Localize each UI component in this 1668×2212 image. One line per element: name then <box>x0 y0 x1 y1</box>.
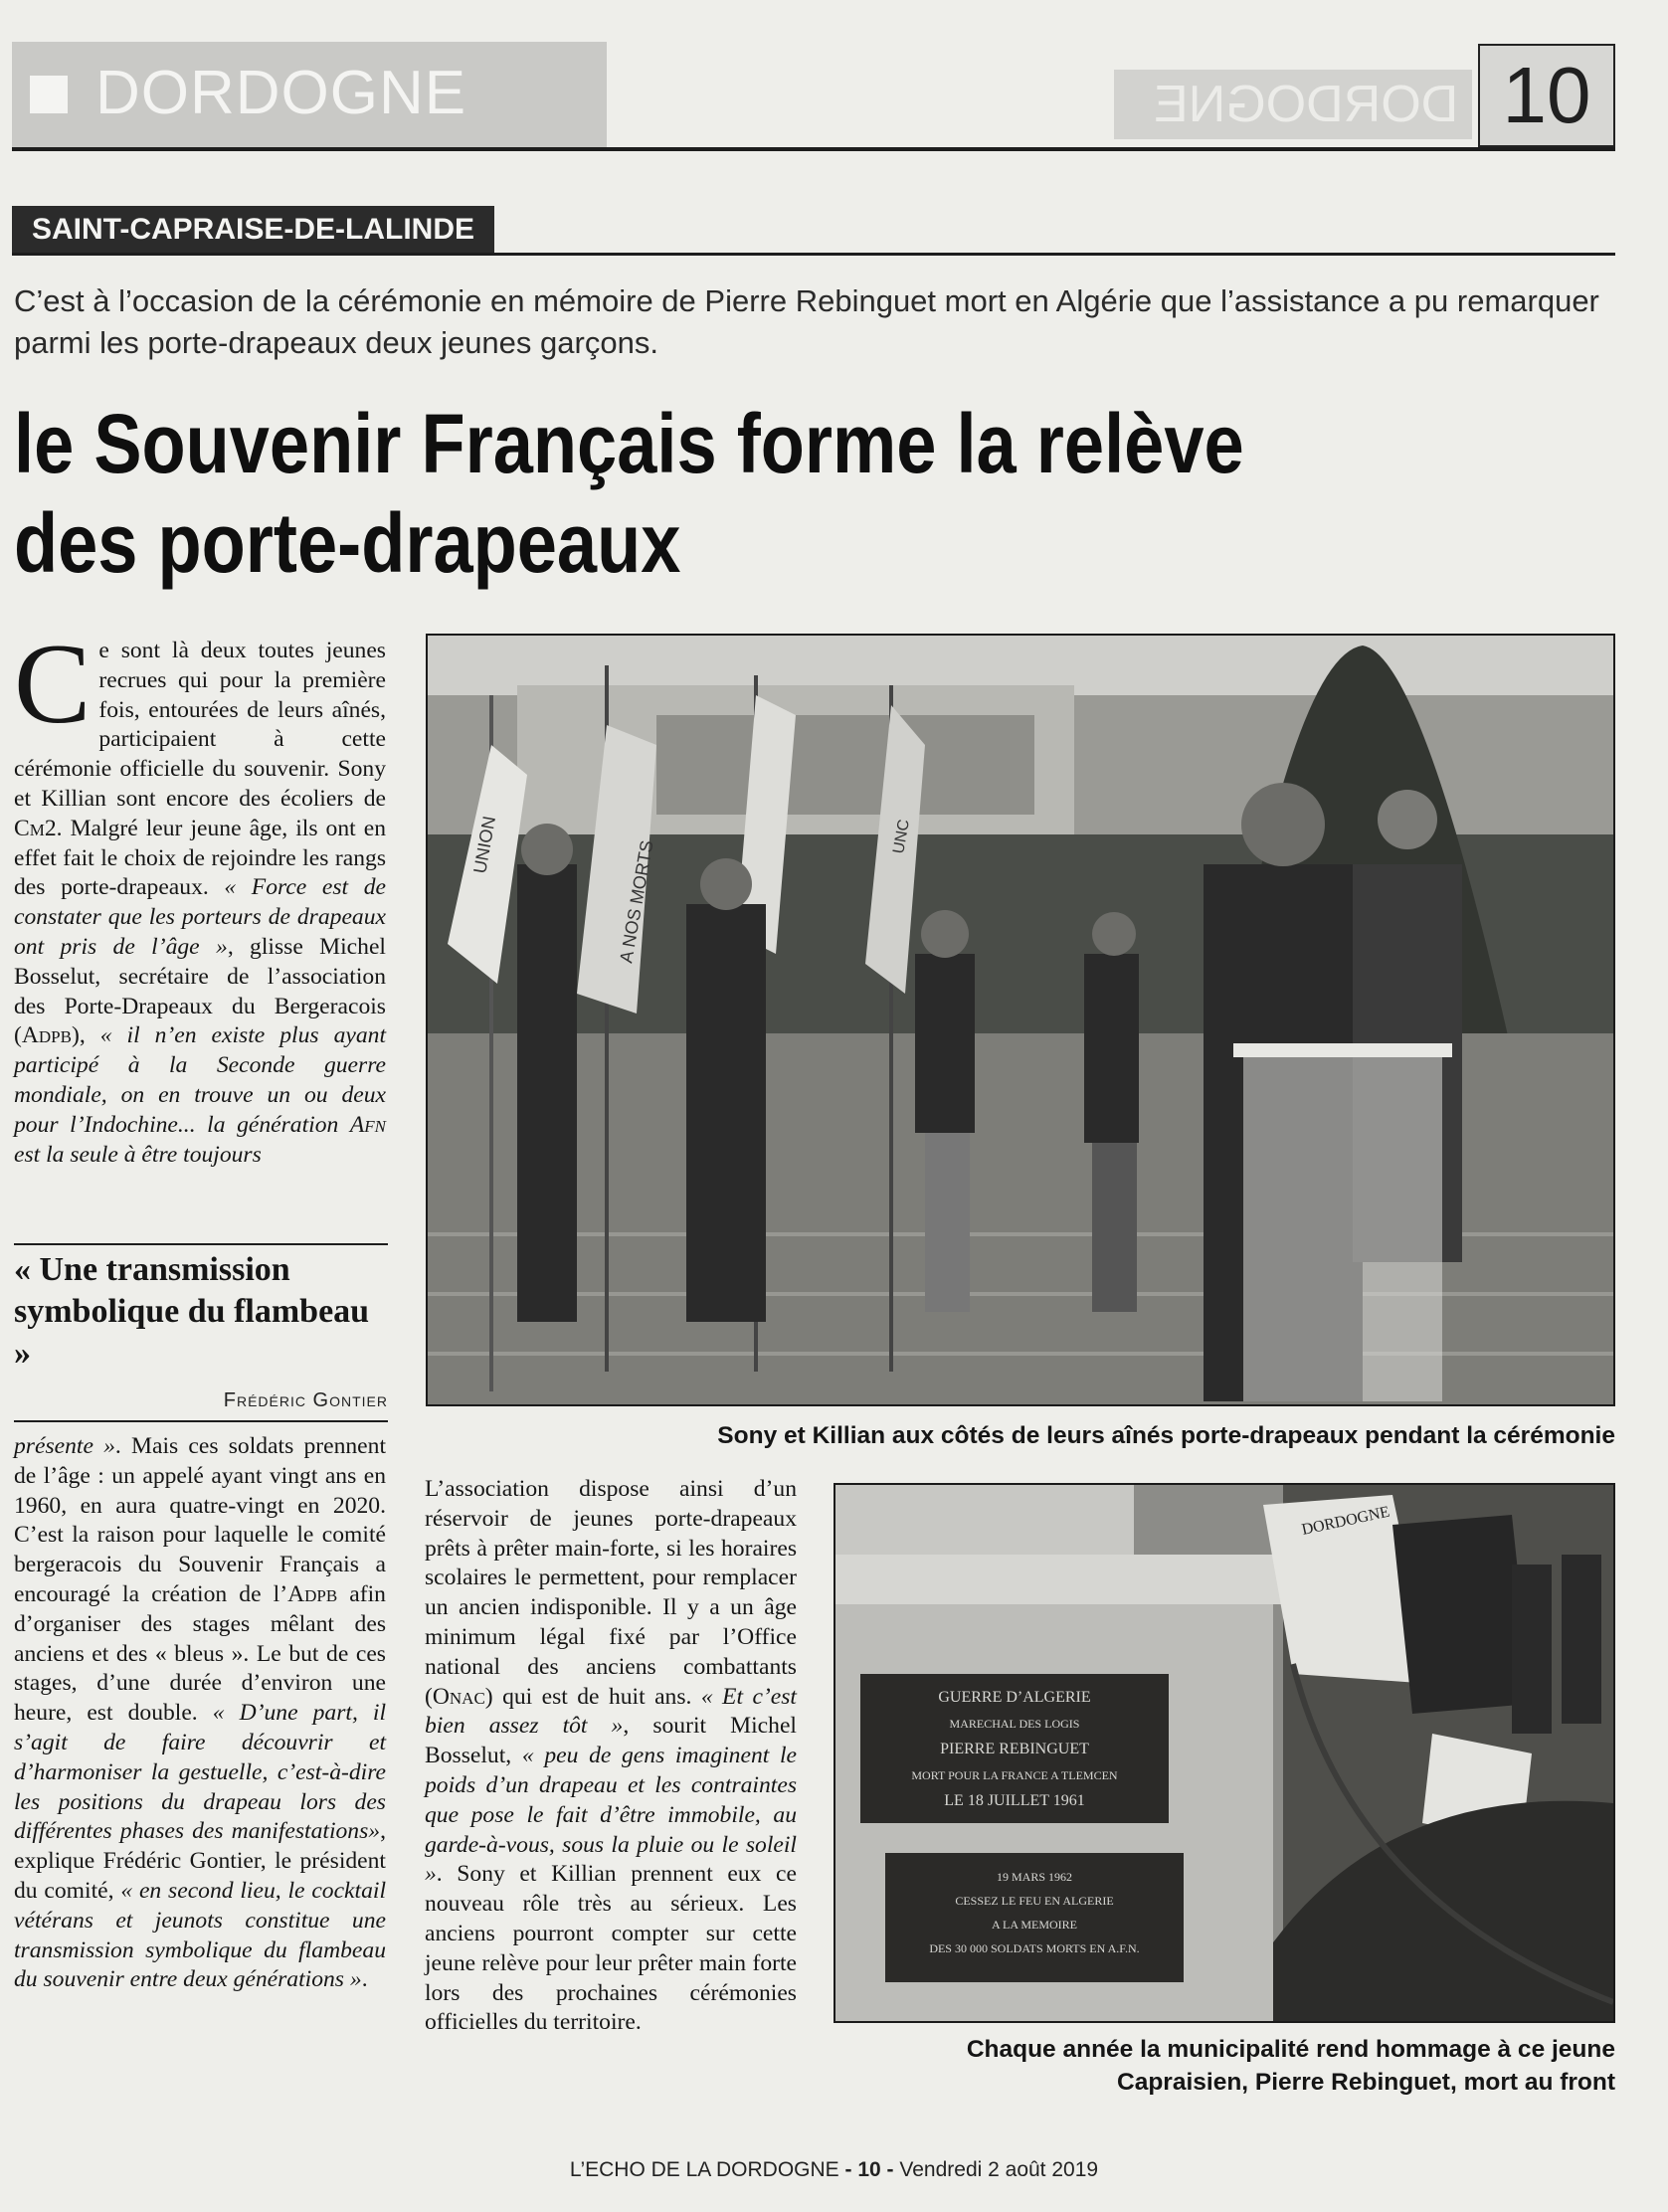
intertitle-rule-top <box>14 1243 388 1245</box>
rubric-label: SAINT-CAPRAISE-DE-LALINDE <box>12 206 494 254</box>
footer-paper: L’ECHO DE LA DORDOGNE <box>569 2158 839 2181</box>
footer-date: Vendredi 2 août 2019 <box>899 2158 1099 2181</box>
ceremony-illustration <box>428 636 1613 1404</box>
headline-line-1: le Souvenir Français forme la relève <box>14 397 1244 490</box>
section-title: DORDOGNE <box>95 59 467 127</box>
article-paragraph: présente ». Mais ces soldats prennent de l’âge : un appelé ayant vingt ans en 1960, en aura quatre-vingt en 2020. C’est la raison pour laquelle le comité bergeracois du Souvenir Français a encouragé la création de l’Adpb afin d’organiser des stages mêlant des anciens et des « bleus ». Le but de ces stages, d’une durée d’environ une heure, est double. « D’une part, il s’agit de faire découvrir et d’harmoniser la gestuelle, c’est-à-dire les positions du drapeau lors des différentes phases des manifestations», explique Frédéric Gontier, le président du comité, « en second lieu, le cocktail vétérans et jeunots constitue une transmission symbolique du flambeau du souvenir entre deux générations ». <box>14 1433 387 1993</box>
rubric-rule <box>12 253 1615 256</box>
plaque2-line4: DES 30 000 SOLDATS MORTS EN A.F.N. <box>929 1941 1140 1955</box>
footer-page: 10 <box>857 2158 881 2181</box>
plaque1-line2: MARECHAL DES LOGIS <box>949 1717 1080 1731</box>
ceremony-photo <box>426 634 1615 1406</box>
intertitle-rule-bottom <box>14 1420 388 1422</box>
article-column-1-top <box>14 621 387 1170</box>
photo-caption-2 <box>834 2033 1615 2099</box>
plaque2-line1: 19 MARS 1962 <box>996 1870 1073 1884</box>
chapeau: C’est à l’occasion de la cérémonie en mémoire de Pierre Rebinguet mort en Algérie que l’assistance a pu remarquer parmi les porte-drapeaux deux jeunes garçons. <box>14 283 1599 360</box>
plaque2-line2: CESSEZ LE FEU EN ALGERIE <box>955 1894 1114 1908</box>
plaque1-line5: LE 18 JUILLET 1961 <box>944 1792 1085 1809</box>
flag-text-1: UNION <box>469 815 500 875</box>
drop-cap: C <box>14 621 92 748</box>
flag-text-3: UNC <box>890 818 913 855</box>
headline-line-2: des porte-drapeaux <box>14 496 681 590</box>
section-square-icon <box>30 76 68 113</box>
byline: Frédéric Gontier <box>223 1389 388 1411</box>
page-footer: L’ECHO DE LA DORDOGNE - 10 - Vendredi 2 août 2019 <box>569 2158 1099 2181</box>
headline <box>14 394 1392 593</box>
page-number: 10 <box>1502 51 1591 139</box>
flag-text-2: A NOS MORTS <box>616 838 657 965</box>
article-paragraph: L’association dispose ainsi d’un réservoir de jeunes porte-drapeaux prêts à prêter main-forte, si les horaires scolaires le permettent, pour remplacer un ancien indisponible. Il y a un âge minimum légal fixé par l’Office national des anciens combattants (Onac) qui est de huit ans. « Et c’est bien assez tôt », sourit Michel Bosselut, « peu de gens imaginent le poids d’un drapeau et les contraintes que pose le fait d’être immobile, au garde-à-vous, sous la pluie ou le soleil ». Sony et Killian prennent eux ce nouveau rôle très au sérieux. Les anciens pourront compter sur cette jeune relève pour leur prêter main forte lors des prochaines cérémonies officielles du territoire. <box>425 1476 798 2036</box>
article-paragraph: Ce sont là deux toutes jeunes recrues qui pour la première fois, entourées de leurs aînés, participaient à cette cérémonie officielle du souvenir. Sony et Killian sont encore des écoliers de Cm2. Malgré leur jeune âge, ils ont en effet fait le choix de rejoindre les rangs des porte-drapeaux. « Force est de constater que les porteurs de drapeaux ont pris de l’âge », glisse Michel Bosselut, secrétaire de l’association des Porte-Drapeaux du Bergeracois (Adpb), « il n’en existe plus ayant participé à la Seconde guerre mondiale, on en trouve un ou deux pour l’Indochine... la génération Afn est la seule à être toujours <box>14 621 387 1168</box>
show-through-text: DORDOGNE <box>1154 76 1459 133</box>
plaque1-line1: GUERRE D’ALGERIE <box>938 1689 1091 1706</box>
memorial-photo <box>834 1483 1615 2023</box>
article-column-1-bottom <box>14 1432 386 1995</box>
plaque1-line3: PIERRE REBINGUET <box>940 1741 1089 1757</box>
header-rule <box>12 147 1615 151</box>
memorial-illustration <box>835 1485 1613 2021</box>
plaque2-line3: A LA MEMOIRE <box>991 1918 1078 1932</box>
intertitle: « Une transmission symbolique du flambeau » <box>14 1251 370 1372</box>
article-column-2 <box>425 1475 797 2038</box>
photo-caption-2-line-1: Chaque année la municipalité rend hommage à ce jeune <box>966 2036 1615 2063</box>
photo-caption-1: Sony et Killian aux côtés de leurs aînés porte-drapeaux pendant la cérémonie <box>717 1422 1615 1449</box>
plaque1-line4: MORT POUR LA FRANCE A TLEMCEN <box>911 1768 1118 1782</box>
flag-text-dordogne: DORDOGNE <box>1300 1503 1391 1539</box>
photo-caption-2-line-2: Capraisien, Pierre Rebinguet, mort au front <box>1117 2069 1615 2096</box>
